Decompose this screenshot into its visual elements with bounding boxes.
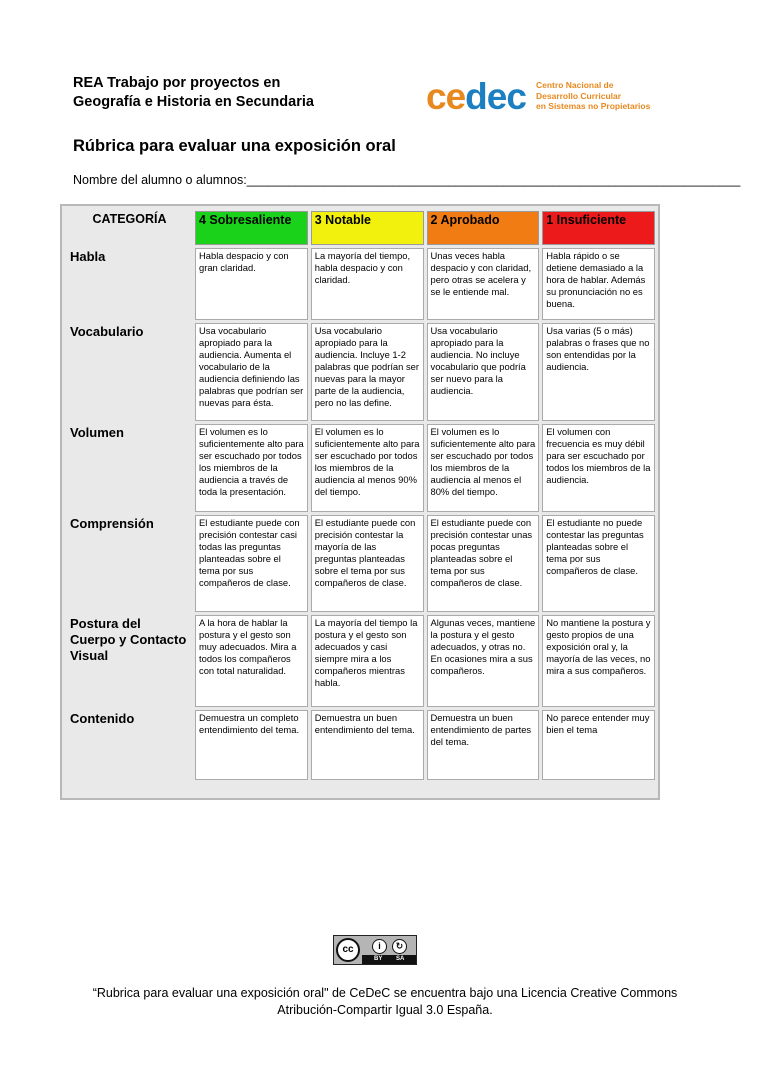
project-title [73,74,393,112]
cell-postura-3: La mayoría del tiempo la postura y el gesto son adecuados y casi siempre mira a los compañeros mientras habla. [311,615,424,707]
cc-sa-label: SA [396,956,405,962]
logo-sub-line1: Centro Nacional de [536,80,614,90]
cell-contenido-4: Demuestra un completo entendimiento del tema. [195,710,308,780]
license-footer-line1: “Rubrica para evaluar una exposición oral" de CeDeC se encuentra bajo una Licencia Creative Commons [92,986,678,1000]
category-header: CATEGORÍA [92,212,167,226]
license-footer [78,985,692,1019]
share-alike-icon: ↻ [392,939,407,954]
cedec-logo [426,78,656,118]
cell-vocabulario-4: Usa vocabulario apropiado para la audiencia. Aumenta el vocabulario de la audiencia definiendo las palabras que podrían ser nuevas para ésta. [195,323,308,421]
cell-postura-1: No mantiene la postura y gesto propios de una exposición oral y, la mayoría de las veces, no mira a sus compañeros. [542,615,655,707]
cc-license-badge[interactable] [333,935,417,965]
cell-vocabulario-1: Usa varias (5 o más) palabras o frases que no son entendidas por la audiencia. [542,323,655,421]
cell-habla-1: Habla rápido o se detiene demasiado a la hora de hablar. Además su pronunciación no es buena. [542,248,655,320]
cell-comprension-1: El estudiante no puede contestar las preguntas planteadas sobre el tema por sus compañeros de clase. [542,515,655,612]
category-contenido: Contenido [70,711,135,726]
rubric-row-comprension [67,515,655,612]
cell-volumen-3: El volumen es lo suficientemente alto para ser escuchado por todos los miembros de la audiencia al menos 90% del tiempo. [311,424,424,512]
cedec-logo-subtitle [536,80,661,112]
cell-habla-2: Unas veces habla despacio y con claridad, pero otras se acelera y se le entiende mal. [427,248,540,320]
rubric-row-vocabulario [67,323,655,421]
cell-comprension-4: El estudiante puede con precisión contestar casi todas las preguntas planteadas sobre el tema por sus compañeros de clase. [195,515,308,612]
cell-comprension-3: El estudiante puede con precisión contestar la mayoría de las preguntas planteadas sobre el tema por sus compañeros de clase. [311,515,424,612]
cell-comprension-2: El estudiante puede con precisión contestar unas pocas preguntas planteadas sobre el tema por sus compañeros de clase. [427,515,540,612]
category-comprension: Comprensión [70,516,154,531]
category-volumen: Volumen [70,425,124,440]
student-name-line [73,173,741,187]
cell-postura-4: A la hora de hablar la postura y el gesto son muy adecuados. Mira a todos los compañeros con total naturalidad. [195,615,308,707]
logo-sub-line2: Desarrollo Curricular [536,90,622,101]
cedec-logo-word: cedec [426,76,526,117]
cell-contenido-3: Demuestra un buen entendimiento del tema. [311,710,424,780]
category-postura: Postura del Cuerpo y Contacto Visual [70,616,187,663]
project-title-line1: REA Trabajo por proyectos en [73,75,281,91]
rubric-row-habla [67,248,655,320]
cc-by-label: BY [374,956,383,962]
cell-vocabulario-2: Usa vocabulario apropiado para la audiencia. No incluye vocabulario que podría ser nuevo para la audiencia. [427,323,540,421]
category-habla: Habla [70,249,106,264]
cell-volumen-1: El volumen con frecuencia es muy débil para ser escuchado por todos los miembros de la audiencia. [542,424,655,512]
rubric-grid [64,208,658,783]
rubric-title: Rúbrica para evaluar una exposición oral [73,137,396,155]
cell-contenido-2: Demuestra un buen entendimiento de partes del tema. [427,710,540,780]
project-title-line2: Geografía e Historia en Secundaria [73,94,314,110]
student-name-blank: _______________________________________________________________________ [246,173,741,187]
cell-vocabulario-3: Usa vocabulario apropiado para la audiencia. Incluye 1-2 palabras que podrían ser nuevas para la mayor parte de la audiencia, pero no las define. [311,323,424,421]
logo-sub-line3: en Sistemas no Propietarios [536,101,651,111]
rubric-row-contenido [67,710,655,780]
rubric-row-volumen [67,424,655,512]
rubric-table [60,204,660,800]
student-name-label: Nombre del alumno o alumnos: [73,173,247,187]
creative-commons-icon: cc [336,938,360,962]
license-footer-line2: Atribución-Compartir Igual 3.0 España. [277,1003,493,1017]
level-header-1: 1 Insuficiente [542,211,655,245]
cell-habla-4: Habla despacio y con gran claridad. [195,248,308,320]
cc-badge-bar [362,955,416,964]
rubric-row-postura [67,615,655,707]
cell-contenido-1: No parece entender muy bien el tema [542,710,655,780]
rubric-header-row [67,211,655,245]
cell-volumen-2: El volumen es lo suficientemente alto para ser escuchado por todos los miembros de la audiencia al menos el 80% del tiempo. [427,424,540,512]
level-header-2: 2 Aprobado [427,211,540,245]
cell-habla-3: La mayoría del tiempo, habla despacio y con claridad. [311,248,424,320]
level-header-3: 3 Notable [311,211,424,245]
cell-postura-2: Algunas veces, mantiene la postura y el gesto adecuados, y otras no. En ocasiones mira a sus compañeros. [427,615,540,707]
category-vocabulario: Vocabulario [70,324,144,339]
level-header-4: 4 Sobresaliente [195,211,308,245]
attribution-icon: i [372,939,387,954]
cell-volumen-4: El volumen es lo suficientemente alto para ser escuchado por todos los miembros de la audiencia a través de toda la presentación. [195,424,308,512]
